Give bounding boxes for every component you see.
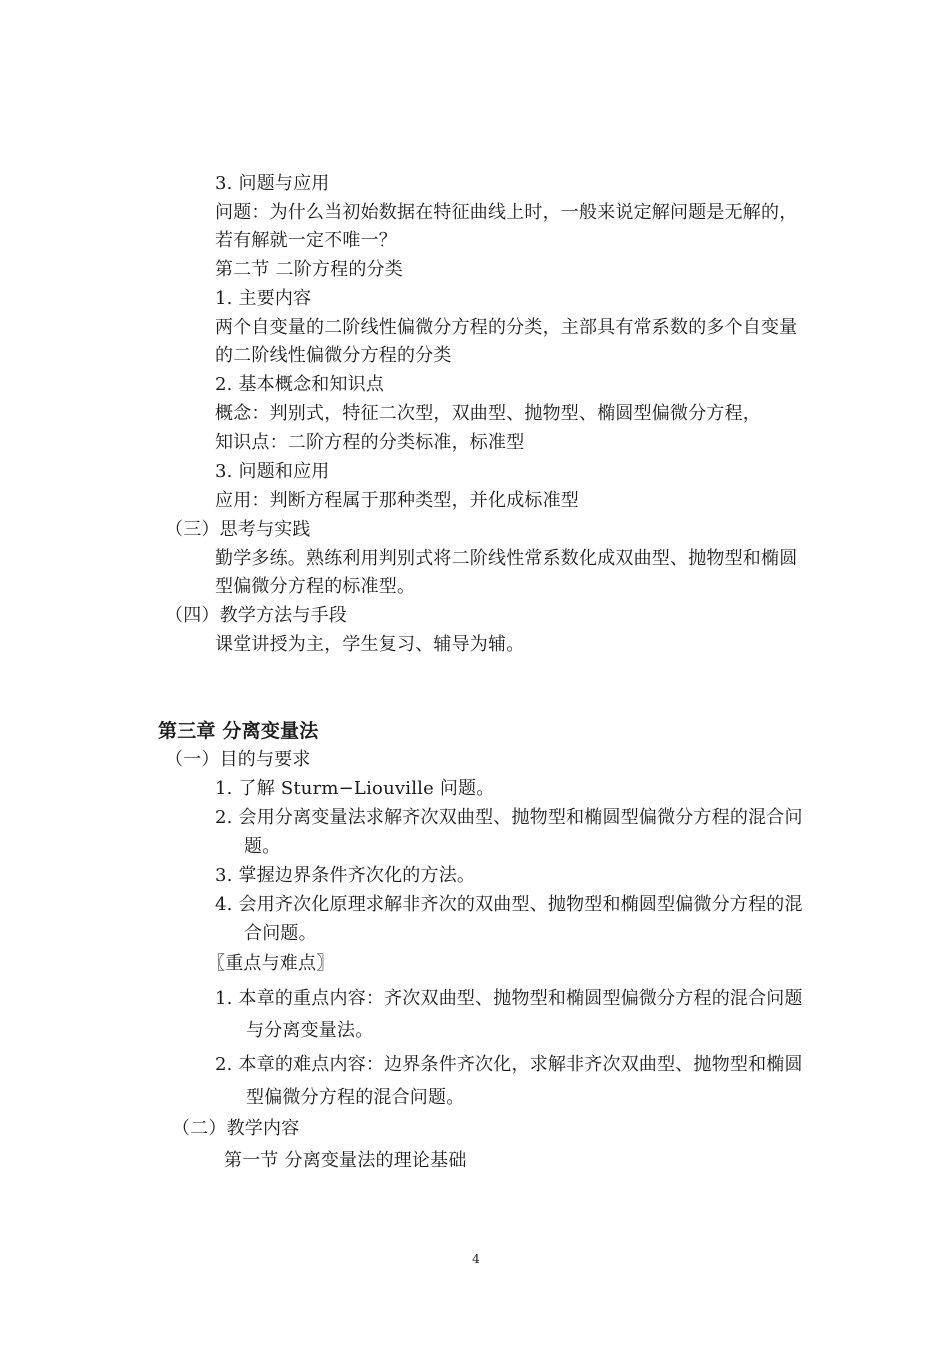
methods-text: 课堂讲授为主，学生复习、辅导为辅。 <box>215 634 525 655</box>
knowledge-text: 知识点：二阶方程的分类标准，标准型 <box>215 432 525 453</box>
goal-item-3: 3. 掌握边界条件齐次化的方法。 <box>215 865 476 886</box>
main-content-text-line-1: 两个自变量的二阶线性偏微分方程的分类，主部具有常系数的多个自变量 <box>215 317 798 338</box>
section-1-title: 第一节 分离变量法的理论基础 <box>224 1150 467 1171</box>
key-point-1-line-1: 1. 本章的重点内容：齐次双曲型、抛物型和椭圆型偏微分方程的混合问题 <box>215 988 803 1009</box>
page-number: 4 <box>472 1252 480 1266</box>
key-point-2-line-1: 2. 本章的难点内容：边界条件齐次化，求解非齐次双曲型、抛物型和椭圆 <box>215 1054 803 1075</box>
main-content-text-line-2: 的二阶线性偏微分方程的分类 <box>215 345 452 366</box>
key-point-1-line-2: 与分离变量法。 <box>246 1020 374 1041</box>
application-heading: 3. 问题和应用 <box>215 461 330 482</box>
goal-item-4-line-1: 4. 会用齐次化原理求解非齐次的双曲型、抛物型和椭圆型偏微分方程的混 <box>215 894 803 915</box>
practice-heading: （三）思考与实践 <box>165 519 311 540</box>
content-heading: （二）教学内容 <box>172 1118 300 1139</box>
practice-text-line-2: 型偏微分方程的标准型。 <box>215 576 416 597</box>
key-points-heading: 〖重点与难点〗 <box>207 953 335 974</box>
goal-item-2-line-1: 2. 会用分离变量法求解齐次双曲型、抛物型和椭圆型偏微分方程的混合问 <box>215 807 803 828</box>
goal-item-2-line-2: 题。 <box>244 836 281 857</box>
concepts-heading: 2. 基本概念和知识点 <box>215 374 385 395</box>
section-2-title: 第二节 二阶方程的分类 <box>215 259 403 280</box>
goal-item-1: 1. 了解 Sturm−Liouville 问题。 <box>215 778 495 799</box>
concepts-text: 概念：判别式，特征二次型，双曲型、抛物型、椭圆型偏微分方程， <box>215 403 761 424</box>
goals-heading: （一）目的与要求 <box>165 749 311 770</box>
chapter-3-title: 第三章 分离变量法 <box>158 720 319 742</box>
problems-text-line-1: 问题：为什么当初始数据在特征曲线上时，一般来说定解问题是无解的， <box>215 202 798 223</box>
main-content-heading: 1. 主要内容 <box>215 288 312 309</box>
goal-item-4-line-2: 合问题。 <box>244 923 317 944</box>
key-point-2-line-2: 型偏微分方程的混合问题。 <box>246 1087 465 1108</box>
problems-heading: 3. 问题与应用 <box>215 173 330 194</box>
application-text: 应用：判断方程属于那种类型，并化成标准型 <box>215 490 579 511</box>
methods-heading: （四）教学方法与手段 <box>165 605 347 626</box>
practice-text-line-1: 勤学多练。熟练利用判别式将二阶线性常系数化成双曲型、抛物型和椭圆 <box>215 548 798 569</box>
problems-text-line-2: 若有解就一定不唯一？ <box>215 230 397 251</box>
